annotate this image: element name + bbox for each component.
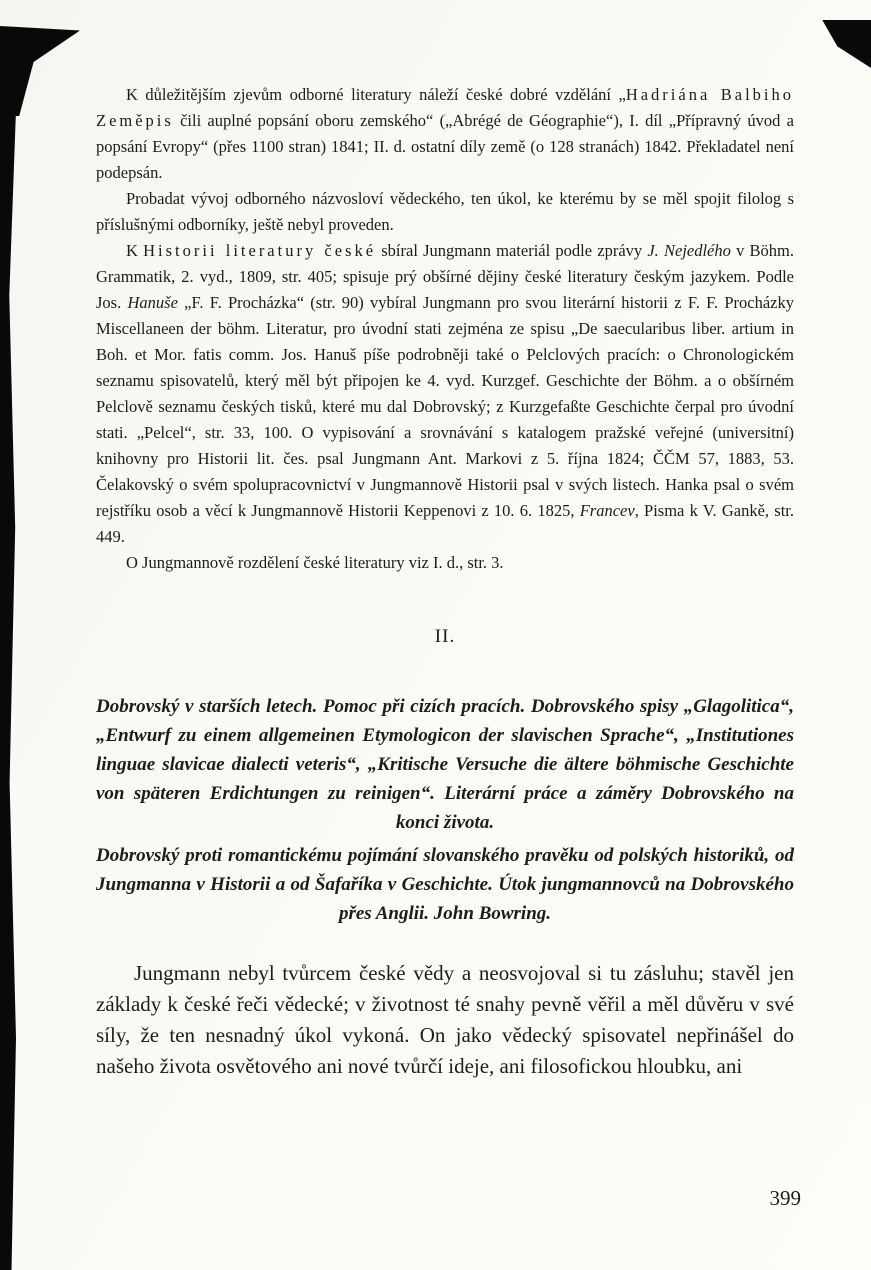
scan-artifact-top-left [0,26,80,116]
chapter-abstract-2: Dobrovský proti romantickému pojímání slovanského pravěku od polských historiků, od Jungmanna v Historii a od Šafaříka v Geschichte. Útok jungmannovců na Dobrovského přes Anglii. John Bowring. [96,845,794,924]
paragraph-historie-literatury: K Historii literatury české sbíral Jungmann materiál podle zprávy J. Nejedlého v Böhm. Grammatik, 2. vyd., 1809, str. 405; spisuje prý obšírné dějiny české literatury českým jazykem. Podle Jos. Hanuše „F. F. Procházka“ (str. 90) vybíral Jungmann pro svou literární historii z F. F. Procházky Miscellaneen der böhm. Literatur, pro úvodní stati zejména ze spisu „De saecularibus liber. artium in Boh. et Mor. fatis comm. Jos. Hanuš píše podrobněji také o Pelclových pracích: o Chronologickém seznamu spisovatelů, který měl být připojen ke 4. vyd. Kurzgef. Geschichte der Böhm. a o obšírném Pelclově seznamu českých tisků, které mu dal Dobrovský; z Kurzgefaßte Geschichte čerpal pro úvodní stati. „Pelcel“, str. 33, 100. O vypisování a srovnávání s katalogem pražské veřejné (universitní) knihovny pro Historii lit. čes. psal Jungmann Ant. Markovi z 5. října 1824; ČČM 57, 1883, 53. Čelakovský o svém spolupracovnictví v Jungmannově Historii psal v svých listech. Hanka psal o svém rejstříku osob a věcí k Jungmannově Historii Keppenovi z 10. 6. 1825, Francev, Pisma k V. Gankě, str. 449. [96,241,795,546]
page-text-block [96,82,794,1082]
chapter-abstract-1: Dobrovský v starších letech. Pomoc při cizích pracích. Dobrovského spisy „Glagolitica“, „Entwurf zu einem allgemeinen Etymologicon der slavischen Sprache“, „Institutiones linguae slavicae dialecti veteris“, „Kritische Versuche die ältere böhmische Geschichte von späteren Erdichtungen zu reinigen“. Literární práce a záměry Dobrovského na konci života. [96,696,794,833]
page-number: 399 [769,1186,801,1210]
scan-artifact-left-edge [0,110,16,1270]
paragraph-balbi-geography: K důležitějším zjevům odborné literatury náleží české dobré vzdělání „Hadriána Balbiho Zeměpis čili auplné popsání oboru zemského“ („Abrégé de Géographie“), I. díl „Přípravný úvod a popsání Evropy“ (přes 1100 stran) 1841; II. d. ostatní díly země (o 128 stranách) 1842. Překladatel není podepsán. [96,85,795,182]
paragraph-terminology: Probadat vývoj odborného názvosloví vědeckého, ten úkol, ke kterému by se měl spojit filolog s příslušnými odborníky, ještě nebyl proveden. [96,189,794,234]
chapter-heading: II. [434,626,456,647]
paragraph-division-note: O Jungmannově rozdělení české literatury viz I. d., str. 3. [126,553,504,572]
scan-artifact-top-right [813,20,871,68]
body-paragraph-jungmann: Jungmann nebyl tvůrcem české vědy a neosvojoval si tu zásluhu; stavěl jen základy k české řeči vědecké; v životnost té snahy pevně věřil a měl důvěru v své síly, že ten nesnadný úkol vykoná. On jako vědecký spisovatel nepřinášel do našeho života osvětového ani nové tvůrčí ideje, ani filosofickou hloubku, ani [96,961,794,1078]
